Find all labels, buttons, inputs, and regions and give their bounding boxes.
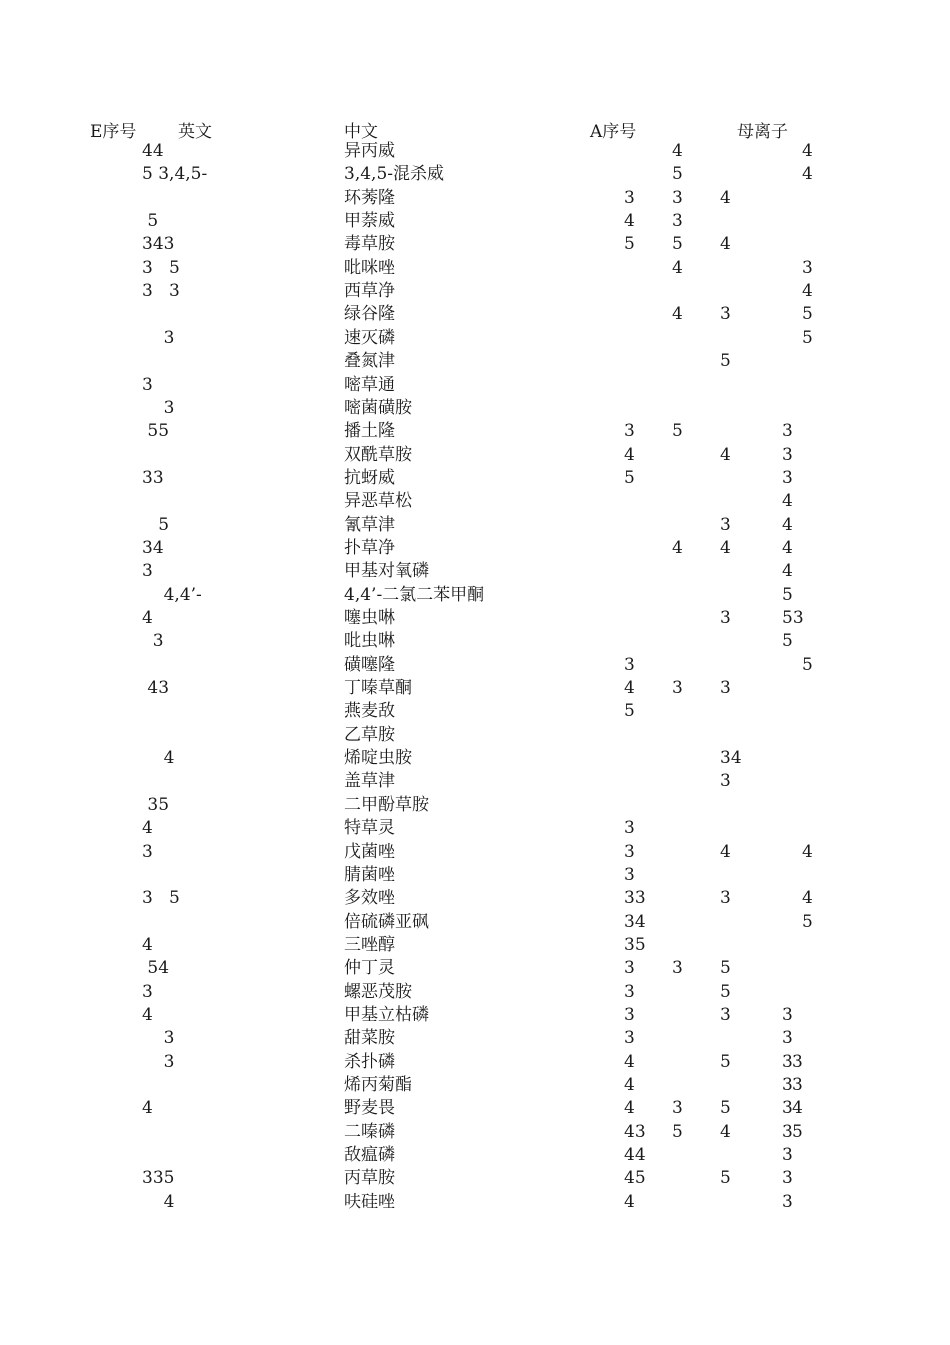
cell-index: 4	[142, 608, 153, 628]
cell-col-f: 3	[720, 771, 731, 792]
cell-index: 3	[142, 841, 153, 862]
cell-col-d: 3	[624, 864, 635, 885]
table-row	[0, 444, 950, 467]
cell-col-f: 4	[720, 1121, 731, 1142]
table-row	[0, 934, 950, 957]
cell-index: 3	[142, 397, 175, 418]
cell-index: 5	[142, 514, 170, 535]
cell-col-e: 4	[672, 537, 683, 558]
cell-col-f: 5	[720, 958, 731, 979]
cell-col-h: 3	[792, 1051, 803, 1072]
cell-col-g: 3	[782, 467, 793, 488]
cell-col-f: 3	[720, 608, 731, 628]
cell-chinese-name: 叠氮津	[344, 351, 395, 372]
cell-chinese-name: 燕麦敌	[344, 701, 395, 722]
table-row	[0, 770, 950, 793]
cell-chinese-name: 丁嗪草酮	[344, 678, 412, 699]
table-row	[0, 163, 950, 186]
cell-col-d: 4	[624, 678, 635, 699]
cell-chinese-name: 异丙威	[344, 141, 395, 161]
cell-chinese-name: 嘧菌磺胺	[344, 397, 412, 418]
cell-col-g: 3	[782, 444, 793, 465]
header-english: 英文	[178, 122, 212, 142]
header-a-index: A序号	[590, 122, 637, 142]
cell-index: 35	[142, 794, 170, 815]
cell-col-d: 4	[624, 444, 635, 465]
cell-col-d: 4	[624, 1075, 635, 1095]
cell-col-d: 3	[624, 958, 635, 979]
cell-col-d: 3	[624, 654, 635, 675]
cell-col-g: 3	[782, 1121, 793, 1142]
table-row	[0, 724, 950, 747]
cell-col-d: 33	[624, 888, 646, 909]
cell-chinese-name: 抗蚜威	[344, 467, 395, 488]
cell-chinese-name: 毒草胺	[344, 234, 395, 255]
table-row	[0, 1097, 950, 1120]
cell-col-d: 3	[624, 981, 635, 1002]
cell-col-i: 4	[802, 841, 813, 862]
cell-col-g: 4	[782, 514, 793, 535]
cell-col-i: 4	[802, 164, 813, 185]
cell-chinese-name: 仲丁灵	[344, 958, 395, 979]
table-row	[0, 841, 950, 864]
cell-col-f: 5	[720, 1098, 731, 1119]
cell-chinese-name: 甜菜胺	[344, 1028, 395, 1049]
cell-col-f: 3	[720, 678, 731, 699]
table-row	[0, 1051, 950, 1074]
table-row	[0, 1027, 950, 1050]
table-row	[0, 911, 950, 934]
cell-index: 3	[142, 631, 164, 652]
cell-index: 4	[142, 934, 153, 955]
cell-col-d: 4	[624, 1098, 635, 1119]
header-e-index: E序号	[90, 122, 137, 142]
cell-chinese-name: 异恶草松	[344, 491, 412, 512]
cell-col-h: 5	[792, 1121, 803, 1142]
cell-col-e: 5	[672, 421, 683, 442]
cell-chinese-name: 甲基对氧磷	[344, 561, 429, 582]
cell-col-i: 4	[802, 888, 813, 909]
table-row	[0, 607, 950, 630]
table-row	[0, 374, 950, 397]
table-row	[0, 257, 950, 280]
cell-chinese-name: 特草灵	[344, 818, 395, 839]
cell-col-f: 5	[720, 351, 731, 372]
table-row	[0, 630, 950, 653]
cell-index: 4	[142, 748, 175, 769]
cell-col-g: 3	[782, 1168, 793, 1189]
cell-col-g: 3	[782, 1098, 793, 1119]
cell-col-g: 5	[782, 584, 793, 605]
table-row	[0, 794, 950, 817]
cell-col-g: 3	[782, 421, 793, 442]
cell-col-d: 3	[624, 818, 635, 839]
cell-chinese-name: 3,4,5-混杀威	[344, 164, 444, 185]
table-row	[0, 350, 950, 373]
cell-col-g: 4	[782, 561, 793, 582]
cell-chinese-name: 播土隆	[344, 421, 395, 442]
cell-chinese-name: 吡咪唑	[344, 257, 395, 278]
cell-col-e: 5	[672, 234, 683, 255]
cell-col-g: 3	[782, 1145, 793, 1166]
cell-col-e: 4	[672, 257, 683, 278]
table-row	[0, 677, 950, 700]
cell-index: 44	[142, 141, 164, 161]
cell-col-d: 3	[624, 1028, 635, 1049]
table-row	[0, 303, 950, 326]
cell-col-d: 35	[624, 934, 646, 955]
cell-col-d: 5	[624, 467, 635, 488]
cell-col-i: 5	[802, 304, 813, 325]
cell-col-g: 53	[782, 608, 804, 628]
cell-chinese-name: 烯丙菊酯	[344, 1075, 412, 1095]
cell-col-i: 5	[802, 911, 813, 932]
table-row	[0, 560, 950, 583]
cell-col-e: 4	[672, 141, 683, 161]
cell-col-f: 4	[720, 841, 731, 862]
table-row	[0, 187, 950, 210]
cell-col-e: 5	[672, 164, 683, 185]
cell-chinese-name: 乙草胺	[344, 724, 395, 745]
cell-col-g: 3	[782, 1191, 793, 1212]
cell-col-f: 4	[720, 234, 731, 255]
cell-col-f: 4	[720, 187, 731, 208]
cell-chinese-name: 嘧草通	[344, 374, 395, 395]
cell-chinese-name: 戊菌唑	[344, 841, 395, 862]
cell-chinese-name: 倍硫磷亚砜	[344, 911, 429, 932]
cell-chinese-name: 敌瘟磷	[344, 1145, 395, 1166]
cell-col-d: 3	[624, 187, 635, 208]
table-row	[0, 1004, 950, 1027]
cell-chinese-name: 双酰草胺	[344, 444, 412, 465]
cell-col-f: 34	[720, 748, 742, 769]
cell-chinese-name: 丙草胺	[344, 1168, 395, 1189]
cell-chinese-name: 噻虫啉	[344, 608, 395, 628]
table-row	[0, 864, 950, 887]
cell-index: 3	[142, 981, 153, 1002]
cell-chinese-name: 螺恶茂胺	[344, 981, 412, 1002]
cell-chinese-name: 氰草津	[344, 514, 395, 535]
table-row	[0, 1144, 950, 1167]
cell-col-d: 45	[624, 1168, 646, 1189]
cell-col-f: 3	[720, 1004, 731, 1025]
table-row	[0, 490, 950, 513]
cell-col-e: 4	[672, 304, 683, 325]
cell-col-f: 5	[720, 1168, 731, 1189]
cell-col-e: 3	[672, 1098, 683, 1119]
cell-index: 343	[142, 234, 175, 255]
cell-index: 54	[142, 958, 170, 979]
cell-index: 4,4’-	[142, 584, 202, 605]
table-header	[0, 0, 950, 140]
table-row	[0, 1167, 950, 1190]
cell-col-i: 5	[802, 654, 813, 675]
cell-index: 3	[142, 561, 153, 582]
cell-col-e: 5	[672, 1121, 683, 1142]
cell-index: 4	[142, 1191, 175, 1212]
cell-col-g: 3	[782, 1028, 793, 1049]
cell-col-d: 3	[624, 421, 635, 442]
cell-chinese-name: 磺噻隆	[344, 654, 395, 675]
cell-index: 3	[142, 374, 153, 395]
table-row	[0, 700, 950, 723]
cell-col-e: 3	[672, 958, 683, 979]
table-row	[0, 210, 950, 233]
table-row	[0, 467, 950, 490]
header-chinese: 中文	[344, 122, 378, 142]
cell-col-d: 43	[624, 1121, 646, 1142]
cell-index: 43	[142, 678, 170, 699]
cell-index: 3	[142, 1028, 175, 1049]
cell-col-i: 4	[802, 281, 813, 302]
cell-col-e: 3	[672, 211, 683, 232]
cell-col-e: 3	[672, 187, 683, 208]
cell-col-i: 4	[802, 141, 813, 161]
table-row	[0, 327, 950, 350]
cell-col-d: 3	[624, 1004, 635, 1025]
cell-col-f: 4	[720, 444, 731, 465]
cell-index: 55	[142, 421, 170, 442]
table-row	[0, 1121, 950, 1144]
cell-chinese-name: 盖草津	[344, 771, 395, 792]
table-row	[0, 280, 950, 303]
cell-chinese-name: 二嗪磷	[344, 1121, 395, 1142]
table-row	[0, 1191, 950, 1214]
cell-col-h: 4	[792, 1098, 803, 1119]
cell-col-g: 3	[782, 1004, 793, 1025]
cell-col-d: 5	[624, 234, 635, 255]
cell-col-f: 4	[720, 537, 731, 558]
cell-col-e: 3	[672, 678, 683, 699]
table-row	[0, 537, 950, 560]
cell-col-g: 3	[782, 1075, 793, 1095]
cell-chinese-name: 甲萘威	[344, 211, 395, 232]
table-row	[0, 397, 950, 420]
cell-col-g: 5	[782, 631, 793, 652]
table-row	[0, 584, 950, 607]
cell-col-i: 5	[802, 327, 813, 348]
cell-col-h: 3	[792, 1075, 803, 1095]
cell-chinese-name: 速灭磷	[344, 327, 395, 348]
cell-col-g: 3	[782, 1051, 793, 1072]
cell-col-g: 4	[782, 491, 793, 512]
cell-chinese-name: 4,4’-二氯二苯甲酮	[344, 584, 485, 605]
cell-index: 4	[142, 1098, 153, 1119]
cell-chinese-name: 杀扑磷	[344, 1051, 395, 1072]
cell-col-i: 3	[802, 257, 813, 278]
table-row	[0, 817, 950, 840]
cell-index: 34	[142, 537, 164, 558]
cell-col-d: 34	[624, 911, 646, 932]
cell-chinese-name: 腈菌唑	[344, 864, 395, 885]
cell-chinese-name: 烯啶虫胺	[344, 748, 412, 769]
cell-chinese-name: 三唑醇	[344, 934, 395, 955]
cell-index: 3 5	[142, 888, 180, 909]
table-row	[0, 981, 950, 1004]
cell-index: 5	[142, 211, 159, 232]
cell-chinese-name: 野麦畏	[344, 1098, 395, 1119]
cell-col-d: 4	[624, 1191, 635, 1212]
table-row	[0, 420, 950, 443]
table-row	[0, 233, 950, 256]
table-row	[0, 140, 950, 163]
cell-index: 4	[142, 1004, 153, 1025]
cell-col-d: 4	[624, 1051, 635, 1072]
cell-index: 33	[142, 467, 164, 488]
cell-col-d: 44	[624, 1145, 646, 1166]
cell-index: 3 3	[142, 281, 180, 302]
cell-col-f: 3	[720, 888, 731, 909]
cell-index: 335	[142, 1168, 175, 1189]
cell-chinese-name: 吡虫啉	[344, 631, 395, 652]
cell-col-g: 4	[782, 537, 793, 558]
table-row	[0, 957, 950, 980]
cell-chinese-name: 二甲酚草胺	[344, 794, 429, 815]
cell-chinese-name: 西草净	[344, 281, 395, 302]
cell-chinese-name: 呋硅唑	[344, 1191, 395, 1212]
table-row	[0, 654, 950, 677]
cell-col-f: 5	[720, 1051, 731, 1072]
cell-col-f: 3	[720, 304, 731, 325]
cell-chinese-name: 甲基立枯磷	[344, 1004, 429, 1025]
cell-col-d: 3	[624, 841, 635, 862]
cell-chinese-name: 环莠隆	[344, 187, 395, 208]
header-parent-ion: 母离子	[737, 122, 788, 142]
cell-index: 4	[142, 818, 153, 839]
cell-chinese-name: 多效唑	[344, 888, 395, 909]
table-row	[0, 514, 950, 537]
cell-index: 3 5	[142, 257, 180, 278]
table-row	[0, 887, 950, 910]
table-row	[0, 747, 950, 770]
cell-col-f: 5	[720, 981, 731, 1002]
table-row	[0, 1074, 950, 1097]
cell-chinese-name: 绿谷隆	[344, 304, 395, 325]
cell-col-d: 4	[624, 211, 635, 232]
cell-chinese-name: 扑草净	[344, 537, 395, 558]
cell-index: 3	[142, 327, 175, 348]
cell-col-d: 5	[624, 701, 635, 722]
cell-index: 3	[142, 1051, 175, 1072]
cell-col-f: 3	[720, 514, 731, 535]
cell-index: 5 3,4,5-	[142, 164, 208, 185]
